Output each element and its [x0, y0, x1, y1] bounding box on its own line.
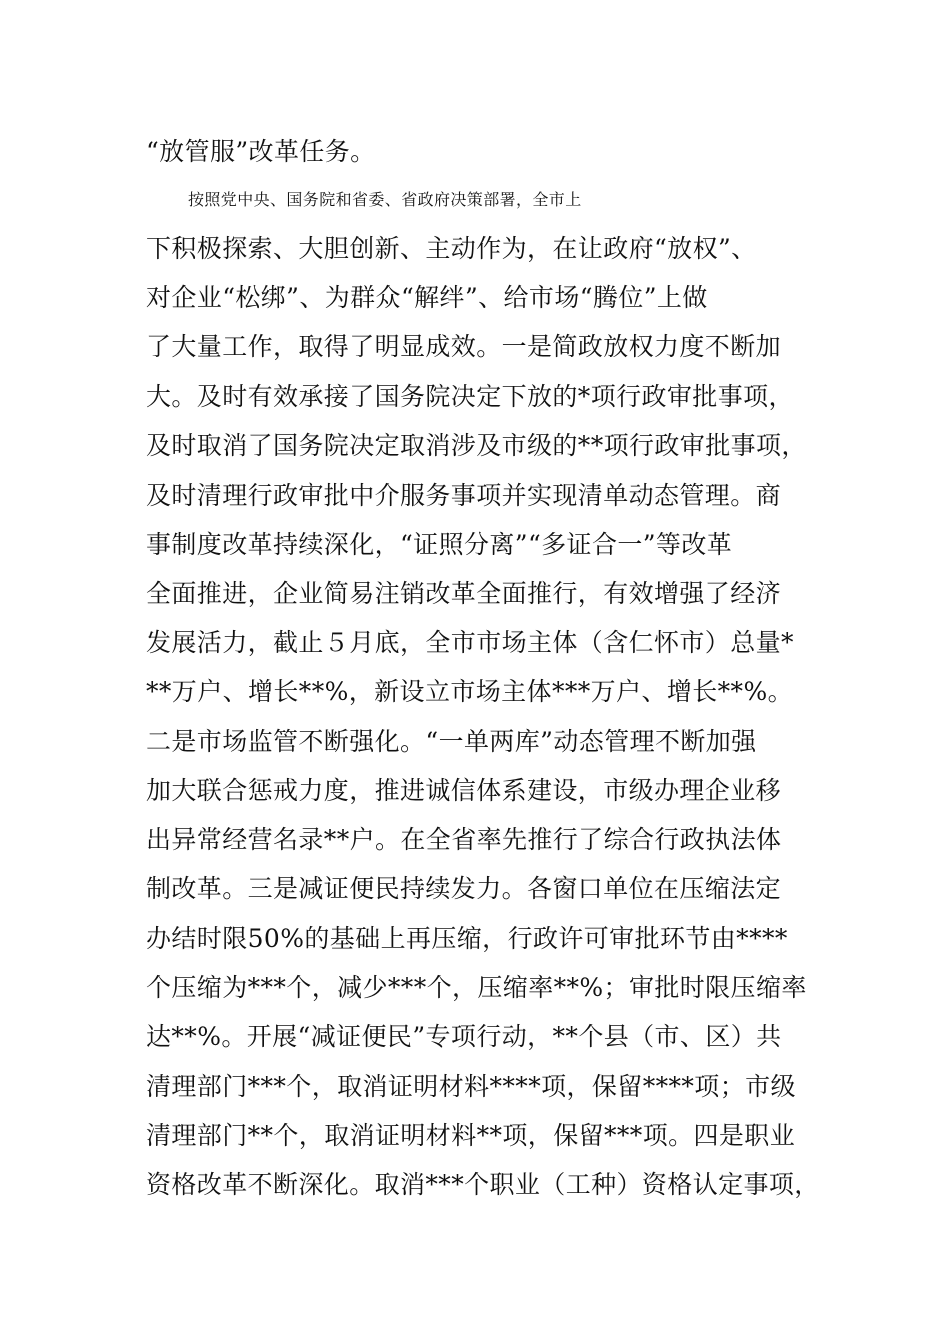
- text-line-12: **万户、增长**%，新设立市场主体***万户、增长**%。: [146, 677, 794, 706]
- text-line-14: 加大联合惩戒力度，推进诚信体系建设，市级办理企业移: [146, 776, 782, 805]
- text-line-6: 大。及时有效承接了国务院决定下放的*项行政审批事项，: [146, 382, 794, 411]
- paragraph-first-line: 按照党中央、国务院和省委、省政府决策部署，全市上: [188, 190, 582, 209]
- text-line-7: 及时取消了国务院决定取消涉及市级的**项行政审批事项，: [146, 431, 807, 460]
- text-line-9: 事制度改革持续深化，“证照分离”“多证合一”等改革: [146, 530, 733, 559]
- text-line-3: 下积极探索、大胆创新、主动作为，在让政府“放权”、: [146, 234, 757, 263]
- text-line-16: 制改革。三是减证便民持续发力。各窗口单位在压缩法定: [146, 874, 782, 903]
- text-line-5: 了大量工作，取得了明显成效。一是简政放权力度不断加: [146, 332, 782, 361]
- text-line-19: 达**%。开展“减证便民”专项行动，**个县（市、区）共: [146, 1022, 782, 1051]
- text-line-22: 资格改革不断深化。取消***个职业（工种）资格认定事项，: [146, 1170, 820, 1199]
- text-line-11: 发展活力，截止５月底，全市市场主体（含仁怀市）总量*: [146, 628, 794, 657]
- text-line-13: 二是市场监管不断强化。“一单两库”动态管理不断加强: [146, 727, 757, 756]
- text-line-1: “放管服”改革任务。: [146, 137, 376, 166]
- text-line-15: 出异常经营名录**户。在全省率先推行了综合行政执法体: [146, 825, 782, 854]
- text-line-21: 清理部门**个，取消证明材料**项，保留***项。四是职业: [146, 1121, 796, 1150]
- text-line-8: 及时清理行政审批中介服务事项并实现清单动态管理。商: [146, 481, 782, 510]
- text-line-17: 办结时限50%的基础上再压缩，行政许可审批环节由****: [146, 924, 788, 953]
- text-line-18: 个压缩为***个，减少***个，压缩率**%；审批时限压缩率: [146, 973, 807, 1002]
- text-line-10: 全面推进，企业简易注销改革全面推行，有效增强了经济: [146, 579, 782, 608]
- text-line-20: 清理部门***个，取消证明材料****项，保留****项；市级: [146, 1072, 796, 1101]
- text-line-4: 对企业“松绑”、为群众“解绊”、给市场“腾位”上做: [146, 283, 708, 312]
